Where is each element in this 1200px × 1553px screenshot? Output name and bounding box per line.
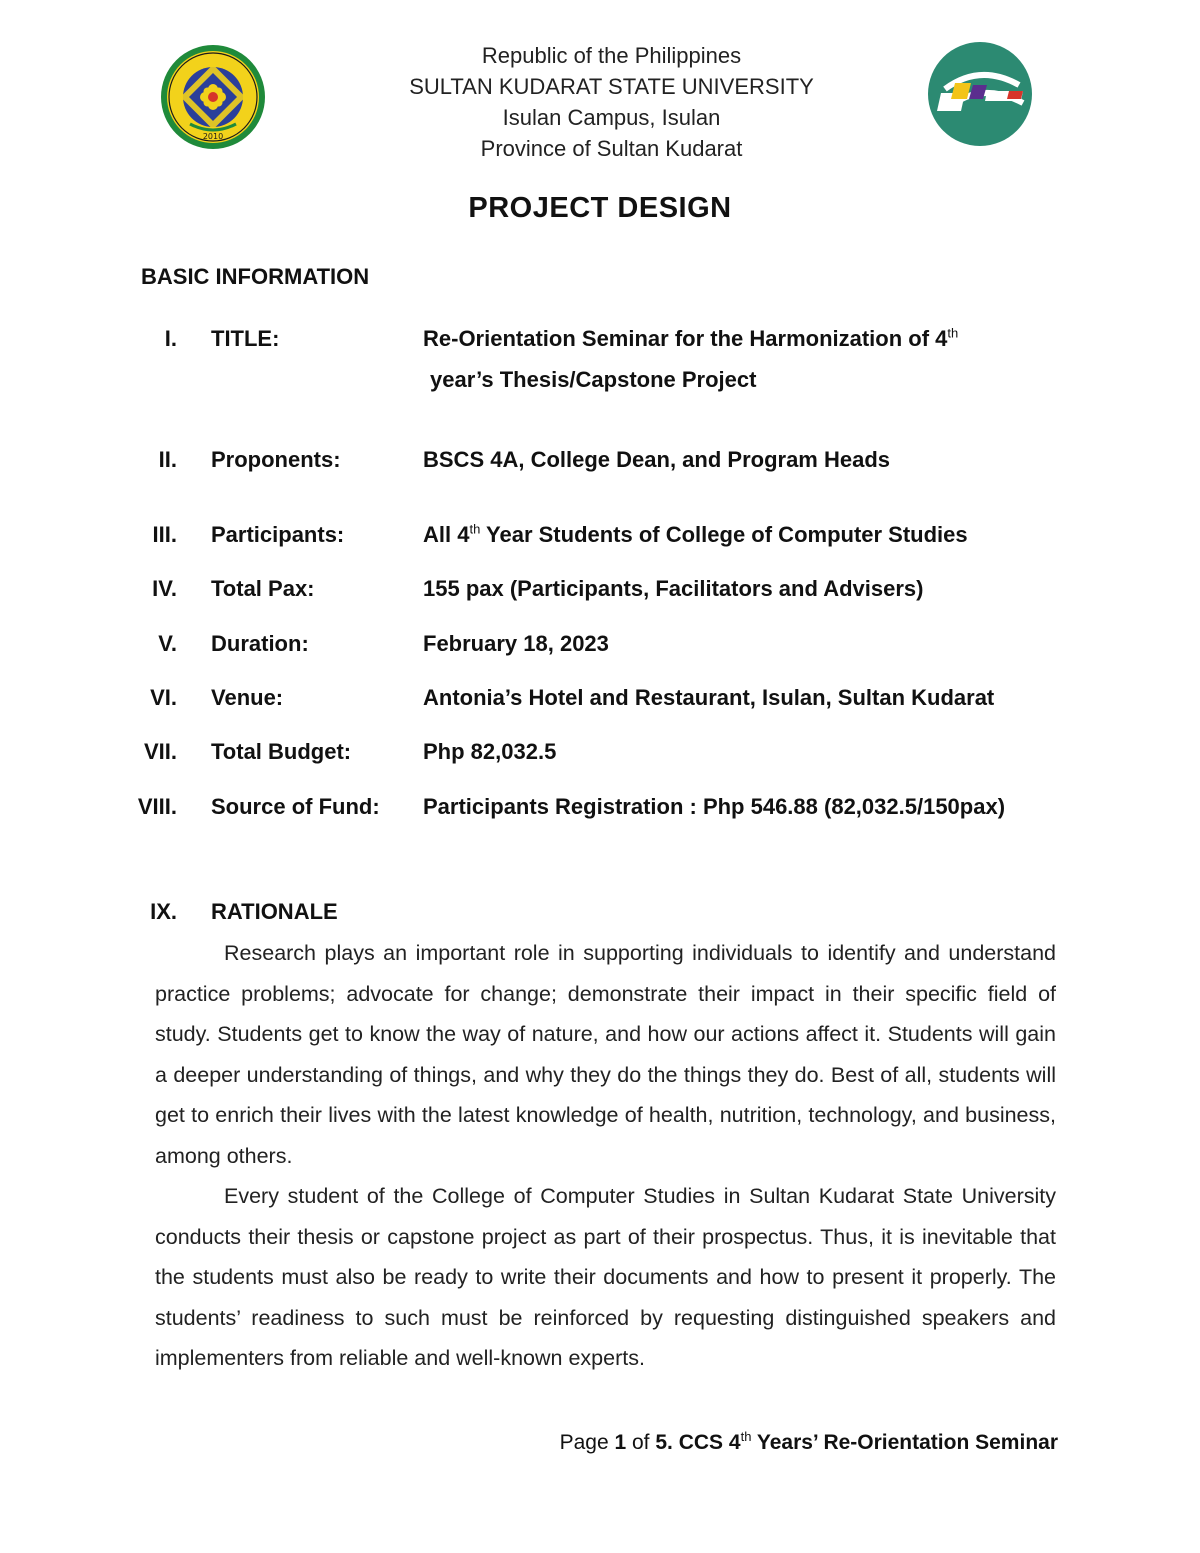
page-footer: [560, 1431, 1058, 1455]
info-label: Participants:: [211, 522, 345, 547]
info-value: Re-Orientation Seminar for the Harmonization of 4th: [423, 325, 959, 351]
info-num: VI.: [150, 685, 177, 710]
header-campus: Isulan Campus, Isulan: [502, 105, 721, 130]
info-num: III.: [152, 522, 177, 547]
info-value: All 4th Year Students of College of Computer Studies: [423, 521, 968, 547]
rationale-num: IX.: [150, 899, 177, 924]
rationale-paragraph-1: Research plays an important role in supporting individuals to identify and understand practice problems; advocate for change; demonstrate their impact in their specific field of study. Students get to know the way of nature, and how our actions affect it. Students will gain a deeper understanding of things, and why they do the things they do. Best of all, students will get to enrich their lives with the latest knowledge of health, nutrition, technology, and business, among others.: [155, 941, 1056, 1168]
footer-title: CCS 4th Years’ Re-Orientation Seminar: [678, 1429, 1058, 1454]
document-header: [0, 40, 1200, 164]
info-num: VIII.: [137, 794, 177, 819]
document-title: PROJECT DESIGN: [468, 192, 732, 224]
info-num: VII.: [143, 739, 177, 764]
info-label: Venue:: [211, 685, 284, 710]
header-university: SULTAN KUDARAT STATE UNIVERSITY: [409, 74, 814, 99]
info-value: Antonia’s Hotel and Restaurant, Isulan, Sultan Kudarat: [423, 685, 995, 710]
info-num: I.: [164, 326, 177, 351]
info-num: IV.: [152, 576, 177, 601]
info-value: Participants Registration : Php 546.88 (82,032.5/150pax): [423, 794, 1006, 819]
info-value: Php 82,032.5: [423, 739, 557, 764]
info-value: 155 pax (Participants, Facilitators and Advisers): [423, 576, 924, 601]
info-num: V.: [158, 631, 177, 656]
rationale-paragraph-2: Every student of the College of Computer Studies in Sultan Kudarat State University conducts their thesis or capstone project as part of their prospectus. Thus, it is inevitable that the students must also be ready to write their documents and how to present it properly. The students’ readiness to such must be reinforced by requesting distinguished speakers and implementers from reliable and well-known experts.: [155, 1184, 1056, 1371]
info-label: Total Budget:: [211, 739, 352, 764]
info-num: II.: [158, 447, 177, 472]
section-basic-information: BASIC INFORMATION: [141, 264, 370, 289]
info-label: Source of Fund:: [211, 794, 380, 819]
footer-total-pages: 5.: [655, 1431, 673, 1454]
footer-page-number: 1: [614, 1431, 627, 1454]
info-label: Total Pax:: [211, 576, 315, 601]
footer-of-word: of: [632, 1431, 650, 1454]
info-value-line2: year’s Thesis/Capstone Project: [430, 367, 757, 392]
header-republic: Republic of the Philippines: [481, 43, 742, 68]
info-label: TITLE:: [211, 326, 280, 351]
info-value: BSCS 4A, College Dean, and Program Heads: [423, 447, 891, 472]
seal-year: 2010: [202, 132, 224, 141]
rationale-label: RATIONALE: [211, 899, 338, 924]
info-label: Proponents:: [211, 447, 341, 472]
info-value: February 18, 2023: [423, 631, 609, 656]
info-label: Duration:: [211, 631, 309, 656]
footer-page-word: Page: [559, 1431, 609, 1454]
header-province: Province of Sultan Kudarat: [480, 136, 743, 161]
